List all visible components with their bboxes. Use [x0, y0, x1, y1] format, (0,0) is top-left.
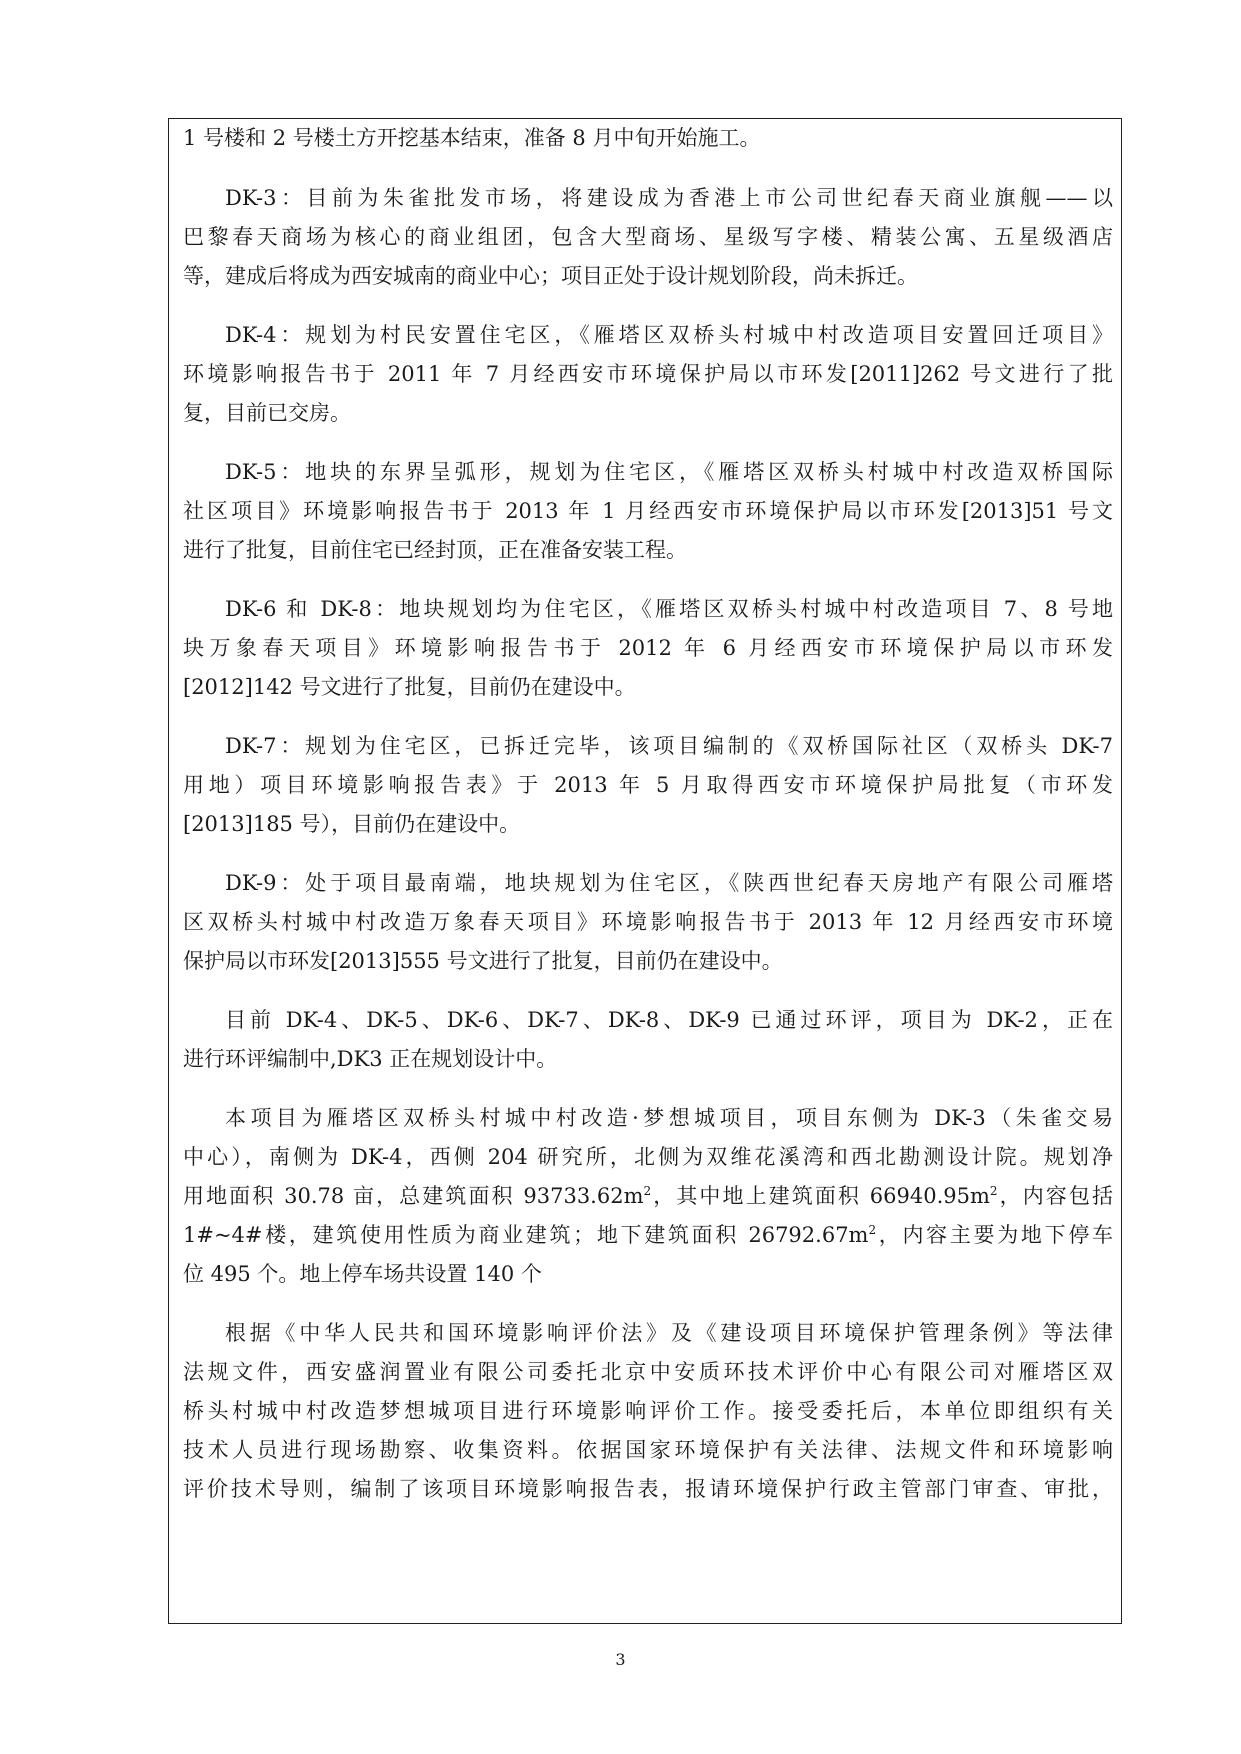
text-line: 等，建成后将成为西安城南的商业中心；项目正处于设计规划阶段，尚未拆迁。 [183, 264, 918, 288]
text-fragment: ，内容主要为地下停车 [876, 1223, 1114, 1247]
text-line: [2012]142 号文进行了批复，目前仍在建设中。 [183, 675, 636, 699]
text-line: 根据《中华人民共和国环境影响评价法》及《建设项目环境保护管理条例》等法律 [225, 1321, 1113, 1345]
superscript: 2 [868, 1223, 877, 1237]
text-fragment: ，内容包括 [997, 1184, 1113, 1208]
superscript: 2 [643, 1184, 652, 1198]
text-line: DK-9：处于项目最南端，地块规划为住宅区，《陕西世纪春天房地产有限公司雁塔 [225, 871, 1113, 895]
page-number: 3 [615, 1650, 626, 1669]
text-line: 区双桥头村城中村改造万象春天项目》环境影响报告书于 2013 年 12 月经西安市环境 [183, 910, 1113, 934]
text-line: 1 号楼和 2 号楼土方开挖基本结束，准备 8 月中旬开始施工。 [183, 126, 761, 150]
text-line: 桥头村城中村改造梦想城项目进行环境影响评价工作。接受委托后，本单位即组织有关 [183, 1399, 1113, 1423]
text-line: 评价技术导则，编制了该项目环境影响报告表，报请环境保护行政主管部门审查、审批， [183, 1477, 1113, 1501]
text-fragment: ，其中地上建筑面积 66940.95m [651, 1184, 990, 1208]
text-line: DK-5：地块的东界呈弧形，规划为住宅区，《雁塔区双桥头村城中村改造双桥国际 [225, 460, 1113, 484]
text-line [183, 1176, 1113, 1216]
text-fragment: 用地面积 30.78 亩，总建筑面积 93733.62m [183, 1184, 644, 1208]
superscript: 2 [989, 1184, 998, 1198]
text-line: DK-7：规划为住宅区，已拆迁完毕，该项目编制的《双桥国际社区（双桥头 DK-7 [225, 734, 1113, 758]
text-line: 中心），南侧为 DK-4，西侧 204 研究所，北侧为双维花溪湾和西北勘测设计院。规划净 [183, 1145, 1113, 1169]
text-line: 用地）项目环境影响报告表》于 2013 年 5 月取得西安市环境保护局批复（市环发 [183, 773, 1113, 797]
text-line: 社区项目》环境影响报告书于 2013 年 1 月经西安市环境保护局以市环发[2013]51 号文 [183, 499, 1113, 523]
text-line: 进行环评编制中,DK3 正在规划设计中。 [183, 1047, 558, 1071]
text-line: 保护局以市环发[2013]555 号文进行了批复，目前仍在建设中。 [183, 949, 783, 973]
text-line: 进行了批复，目前住宅已经封顶，正在准备安装工程。 [183, 538, 687, 562]
text-line: 法规文件，西安盛润置业有限公司委托北京中安质环技术评价中心有限公司对雁塔区双 [183, 1360, 1113, 1384]
text-line: DK-6 和 DK-8：地块规划均为住宅区，《雁塔区双桥头村城中村改造项目 7、8 号地 [225, 597, 1113, 621]
text-line: 复，目前已交房。 [183, 401, 351, 425]
text-line: [2013]185 号），目前仍在建设中。 [183, 812, 521, 836]
text-line: 巴黎春天商场为核心的商业组团，包含大型商场、星级写字楼、精装公寓、五星级酒店 [183, 225, 1113, 249]
text-line: 块万象春天项目》环境影响报告书于 2012 年 6 月经西安市环境保护局以市环发 [183, 636, 1113, 660]
text-line [183, 1215, 1113, 1255]
text-line: 技术人员进行现场勘察、收集资料。依据国家环境保护有关法律、法规文件和环境影响 [183, 1438, 1113, 1462]
text-line: 环境影响报告书于 2011 年 7 月经西安市环境保护局以市环发[2011]262 号文进行了批 [183, 362, 1113, 386]
text-line: DK-3：目前为朱雀批发市场，将建设成为香港上市公司世纪春天商业旗舰——以 [225, 186, 1113, 210]
text-line: 位 495 个。地上停车场共设置 140 个 [183, 1262, 542, 1286]
text-fragment: 1#~4#楼，建筑使用性质为商业建筑；地下建筑面积 26792.67m [183, 1223, 869, 1247]
text-line: 目前 DK-4、DK-5、DK-6、DK-7、DK-8、DK-9 已通过环评，项目为 DK-2，正在 [225, 1008, 1113, 1032]
text-line: 本项目为雁塔区双桥头村城中村改造·梦想城项目，项目东侧为 DK-3（朱雀交易 [225, 1106, 1113, 1130]
text-line: DK-4：规划为村民安置住宅区，《雁塔区双桥头村城中村改造项目安置回迁项目》 [225, 323, 1113, 347]
